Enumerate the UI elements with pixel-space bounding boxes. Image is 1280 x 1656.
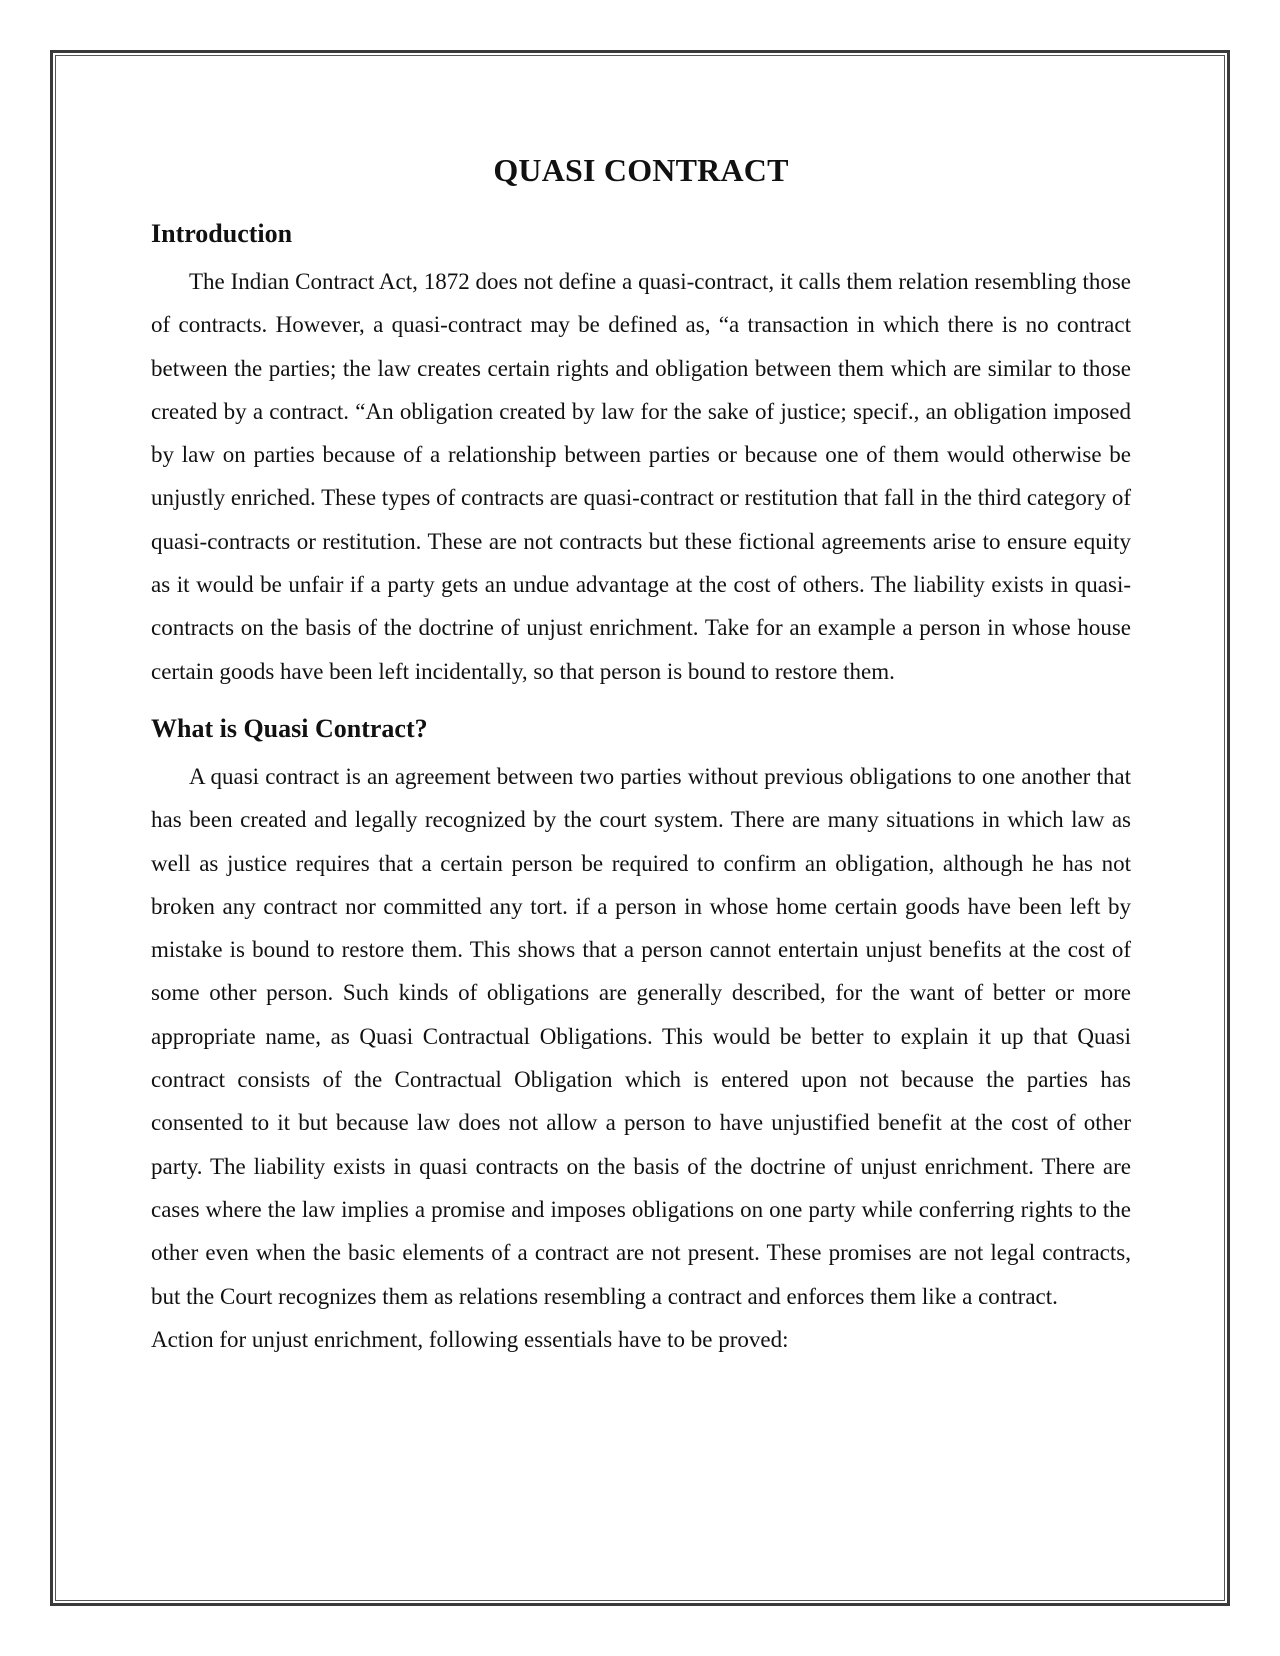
section-what-is-quasi-contract — [151, 711, 1131, 1361]
paragraph-essentials-lead: Action for unjust enrichment, following essentials have to be proved: — [151, 1326, 789, 1352]
section-spacer — [151, 693, 1131, 711]
document-body — [151, 148, 1131, 1361]
document-title: QUASI CONTRACT — [493, 152, 789, 188]
section-heading-what-is-quasi-contract: What is Quasi Contract? — [151, 713, 428, 743]
paragraph-definition: A quasi contract is an agreement between two parties without previous obligations to one another that has been created and legally recognized by the court system. There are many situations in which law as well as justice requires that a certain person be required to confirm an obligation, although he has not broken any contract nor committed any tort. if a person in whose home certain goods have been left by mistake is bound to restore them. This shows that a person cannot entertain unjust benefits at the cost of some other person. Such kinds of obligations are generally described, for the want of better or more appropriate name, as Quasi Contractual Obligations. This would be better to explain it up that Quasi contract consists of the Contractual Obligation which is entered upon not because the parties has consented to it but because law does not allow a person to have unjustified benefit at the cost of other party. The liability exists in quasi contracts on the basis of the doctrine of unjust enrichment. There are cases where the law implies a promise and imposes obligations on one party while conferring rights to the other even when the basic elements of a contract are not present. These promises are not legal contracts, but the Court recognizes them as relations resembling a contract and enforces them like a contract. — [151, 763, 1131, 1309]
section-introduction — [151, 216, 1131, 693]
paragraph-introduction: The Indian Contract Act, 1872 does not define a quasi-contract, it calls them relation resembling those of contracts. However, a quasi-contract may be defined as, “a transaction in which there is no contract between the parties; the law creates certain rights and obligation between them which are similar to those created by a contract. “An obligation created by law for the sake of justice; specif., an obligation imposed by law on parties because of a relationship between parties or because one of them would otherwise be unjustly enriched. These types of contracts are quasi-contract or restitution that fall in the third category of quasi-contracts or restitution. These are not contracts but these fictional agreements arise to ensure equity as it would be unfair if a party gets an undue advantage at the cost of others. The liability exists in quasi-contracts on the basis of the doctrine of unjust enrichment. Take for an example a person in whose house certain goods have been left incidentally, so that person is bound to restore them. — [151, 269, 1131, 684]
section-heading-introduction: Introduction — [151, 219, 293, 248]
